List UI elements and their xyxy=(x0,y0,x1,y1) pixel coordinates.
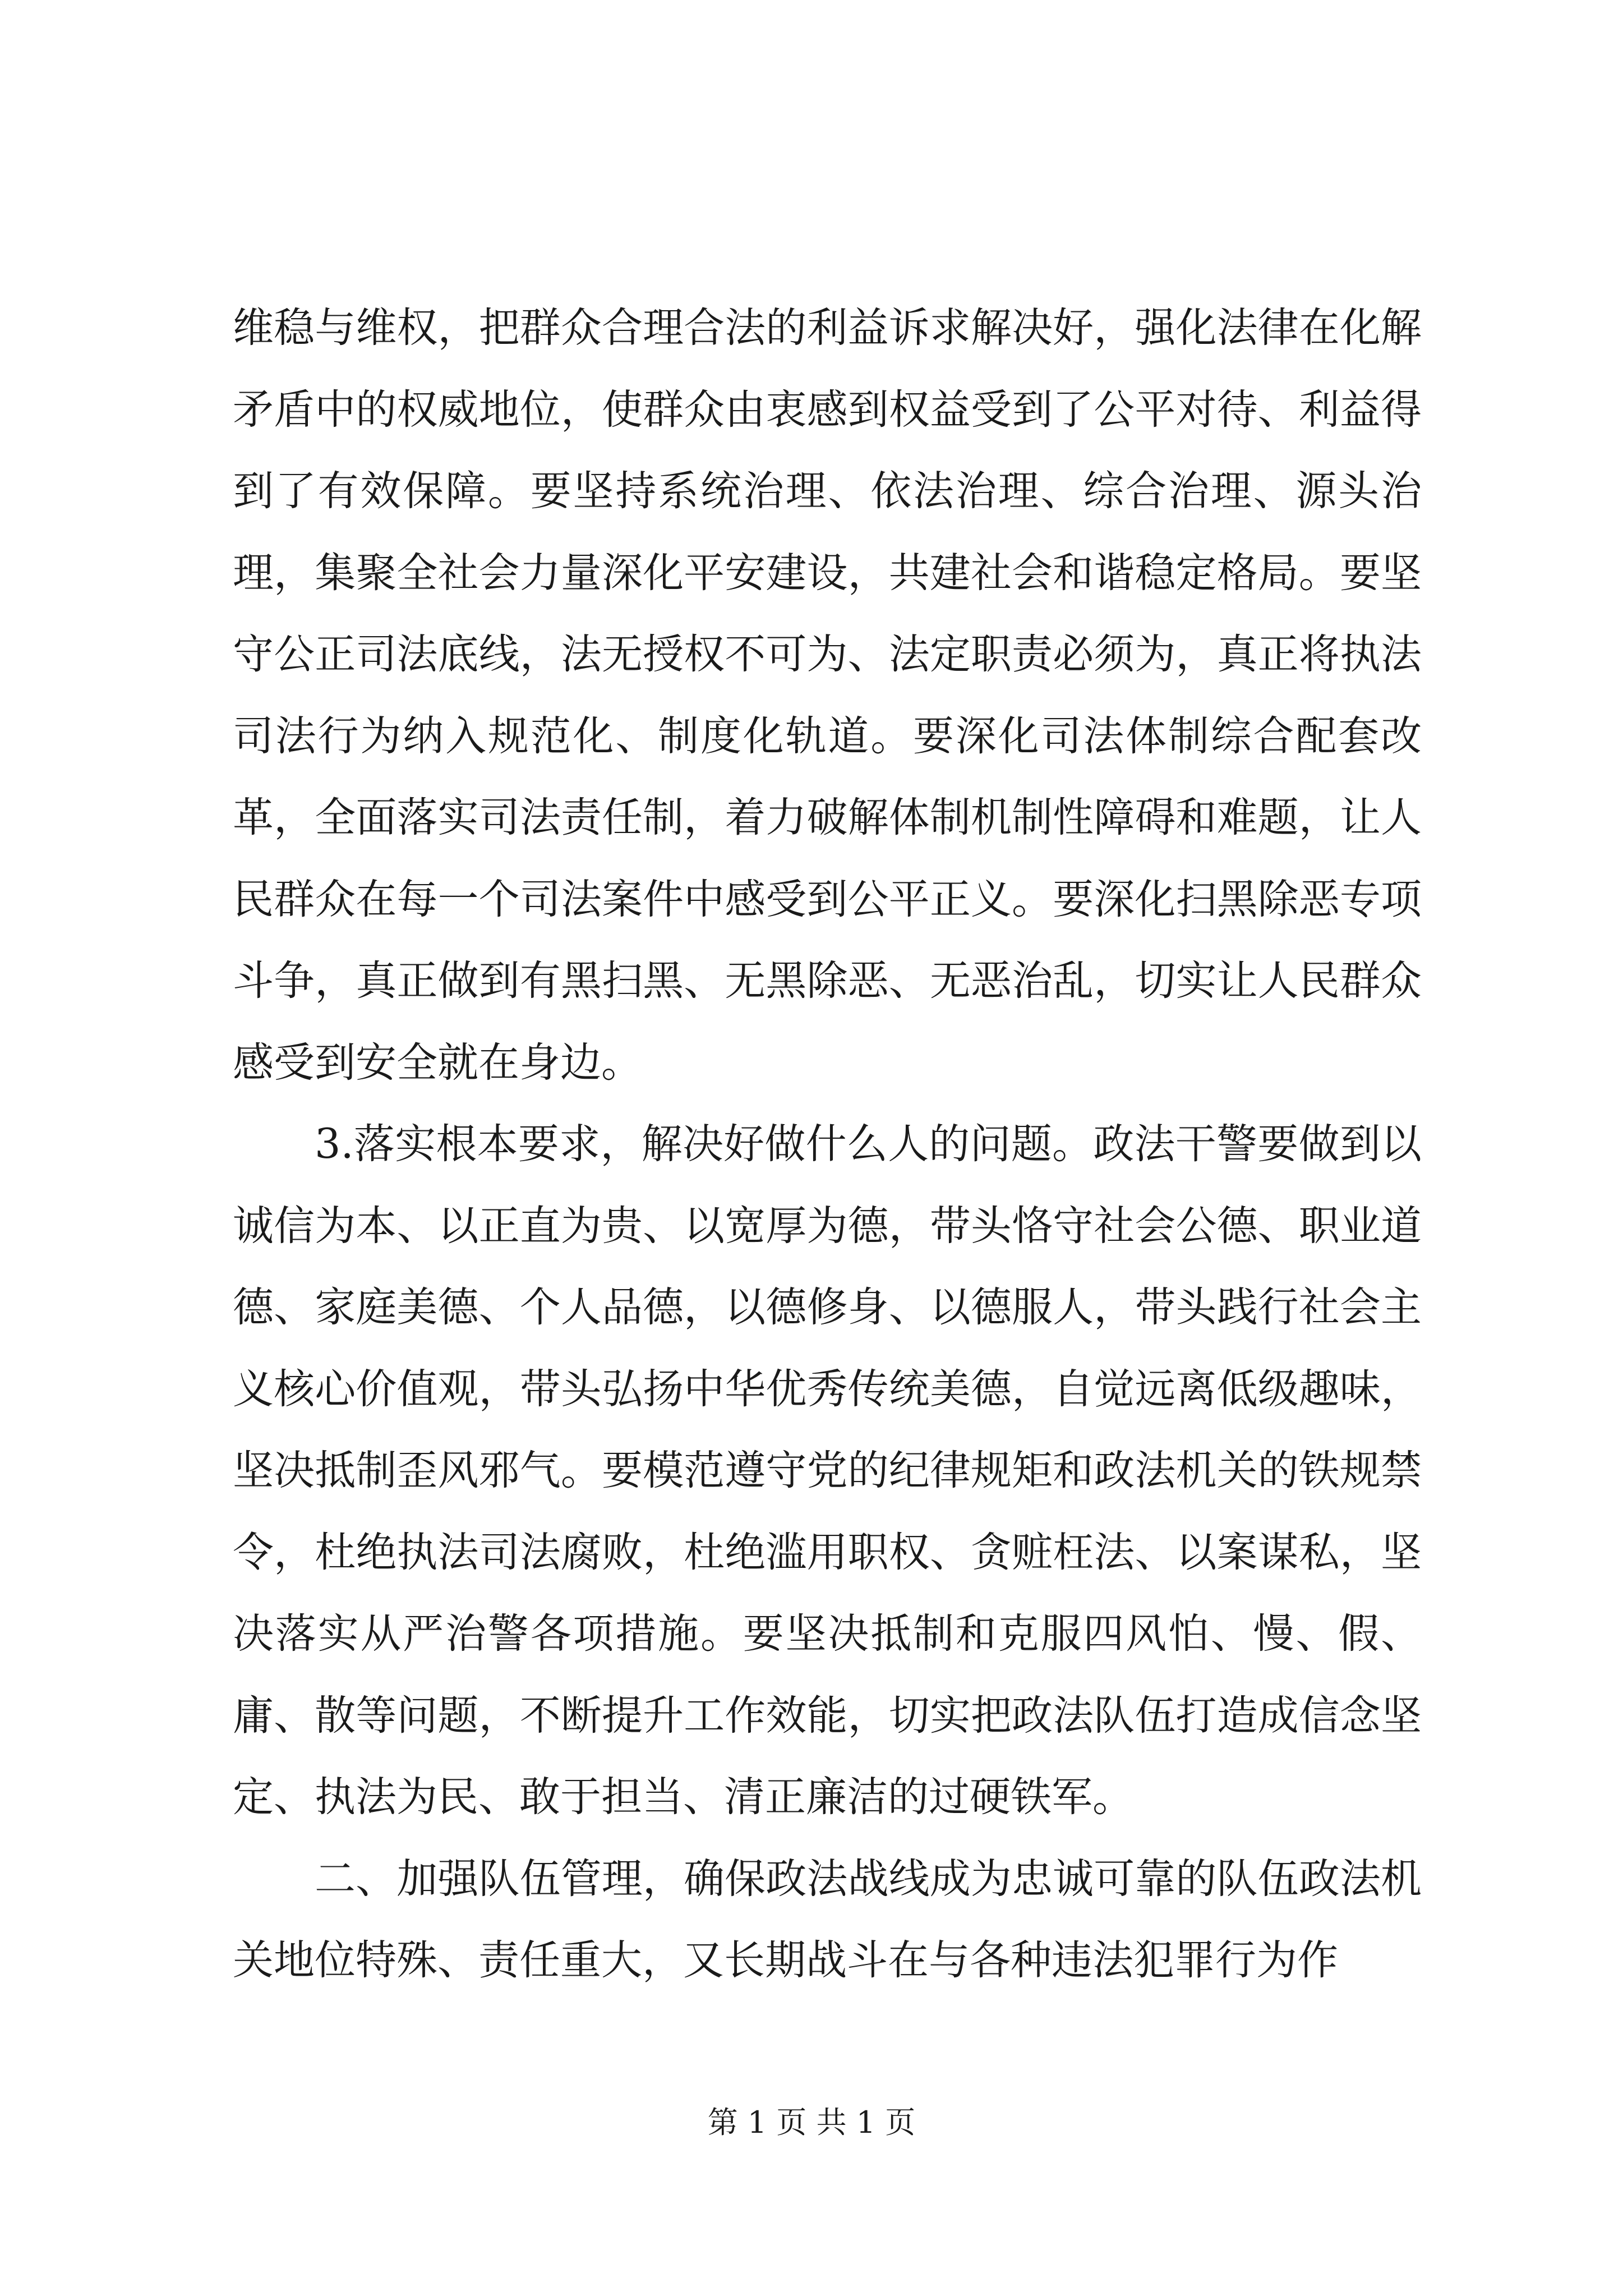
paragraph-1: 维稳与维权，把群众合理合法的利益诉求解决好，强化法律在化解矛盾中的权威地位，使群众由衷感到权益受到了公平对待、利益得到了有效保障。要坚持系统治理、依法治理、综合治理、源头治理，集聚全社会力量深化平安建设，共建社会和谐稳定格局。要坚守公正司法底线，法无授权不可为、法定职责必须为，真正将执法司法行为纳入规范化、制度化轨道。要深化司法体制综合配套改革，全面落实司法责任制，着力破解体制机制性障碍和难题，让人民群众在每一个司法案件中感受到公平正义。要深化扫黑除恶专项斗争，真正做到有黑扫黑、无黑除恶、无恶治乱，切实让人民群众感受到安全就在身边。 xyxy=(233,304,1422,1087)
page-number-label: 第 1 页 共 1 页 xyxy=(707,2105,916,2140)
paragraph-2: 3.落实根本要求，解决好做什么人的问题。政法干警要做到以诚信为本、以正直为贵、以宽厚为德，带头恪守社会公德、职业道德、家庭美德、个人品德，以德修身、以德服人，带头践行社会主义核心价值观，带头弘扬中华优秀传统美德，自觉远离低级趣味，坚决抵制歪风邪气。要模范遵守党的纪律规矩和政法机关的铁规禁令，杜绝执法司法腐败，杜绝滥用职权、贪赃枉法、以案谋私，坚决落实从严治警各项措施。要坚决抵制和克服四风怕、慢、假、庸、散等问题，不断提升工作效能，切实把政法队伍打造成信念坚定、执法为民、敢于担当、清正廉洁的过硬铁军。 xyxy=(233,1120,1422,1821)
paragraph-3: 二、加强队伍管理，确保政法战线成为忠诚可靠的队伍政法机关地位特殊、责任重大，又长期战斗在与各种违法犯罪行为作 xyxy=(233,1855,1422,1984)
page-footer xyxy=(0,2102,1623,2143)
document-body xyxy=(233,287,1422,2001)
